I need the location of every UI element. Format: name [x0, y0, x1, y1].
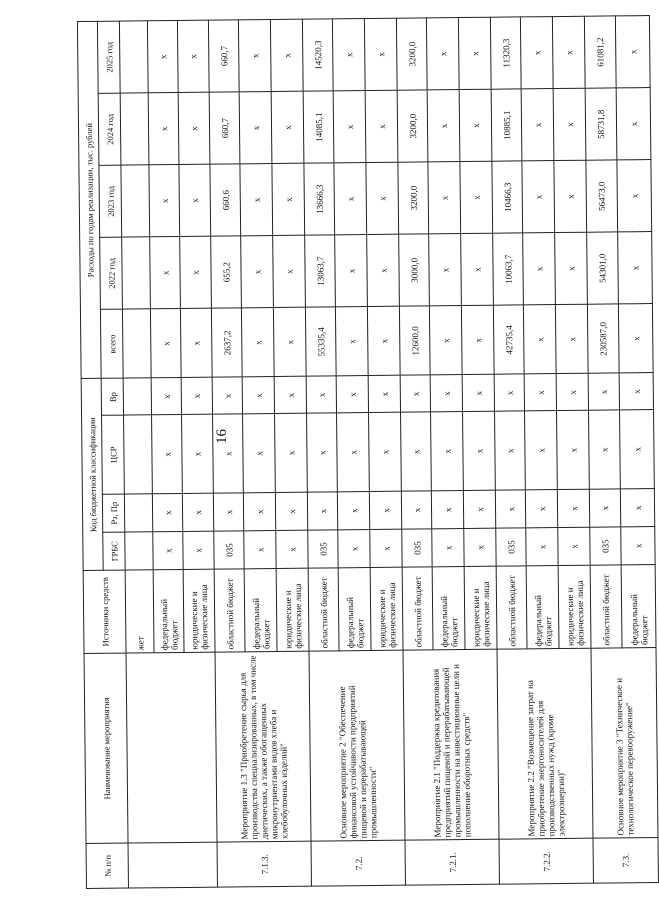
cell-2023: х — [522, 161, 555, 233]
cell-2024: 10885,1 — [491, 89, 522, 161]
cell-2022: х — [180, 236, 212, 308]
header-2025: 2025 год — [97, 21, 120, 93]
cell-2025: 11320,3 — [490, 17, 521, 89]
cell-rzpr: х — [463, 490, 495, 528]
cell-2023: 10466,3 — [492, 161, 523, 233]
cell-csr: х — [275, 413, 308, 492]
cell-2025: х — [615, 16, 650, 89]
cell-2022: х — [150, 237, 181, 309]
cell-total: х — [618, 304, 653, 374]
cell-csr: х — [307, 413, 338, 492]
cell-csr: х — [337, 413, 370, 492]
cell-total: х — [150, 309, 181, 379]
cell-source: федеральный бюджет — [526, 566, 559, 649]
cell-source: жет — [125, 570, 154, 653]
cell-grbs: х — [558, 527, 590, 565]
cell-grbs — [125, 532, 153, 570]
cell-rzpr: х — [557, 489, 589, 527]
cell-grbs: х — [432, 529, 464, 567]
cell-vr: х — [556, 374, 588, 411]
cell-grbs: 035 — [496, 528, 526, 566]
cell-csr: х — [152, 415, 183, 494]
cell-2024: х — [427, 90, 460, 162]
cell-2024: х — [178, 92, 210, 164]
cell-2024: 3200,0 — [397, 90, 428, 162]
cell-rzpr: х — [589, 489, 620, 527]
cell-2023: 3200,0 — [398, 162, 429, 234]
cell-2025: х — [332, 19, 365, 91]
cell-activity-name — [126, 652, 217, 843]
cell-num: 7.2.1. — [405, 839, 499, 885]
header-2023: 2023 год — [99, 165, 122, 237]
header-name: Наименование мероприятия — [84, 653, 128, 844]
cell-vr: х — [212, 377, 242, 414]
cell-2023: 13666,3 — [304, 163, 335, 235]
cell-total: 2637,2 — [211, 308, 242, 378]
cell-2022: 655,2 — [211, 236, 242, 308]
cell-source: юридические и физические лица — [370, 567, 403, 650]
header-sources: Источники средств — [83, 570, 126, 653]
cell-2025: х — [426, 18, 459, 90]
cell-num: 7.2. — [311, 840, 405, 886]
cell-2023: х — [617, 160, 652, 232]
cell-total: х — [180, 308, 212, 378]
cell-2022: 54301,0 — [587, 232, 619, 304]
cell-csr: х — [243, 414, 276, 493]
cell-2022: х — [523, 233, 556, 305]
cell-grbs: х — [276, 530, 308, 568]
cell-2022 — [122, 237, 151, 309]
cell-2022: х — [335, 235, 368, 307]
cell-2023: х — [179, 164, 211, 236]
cell-activity-name: Мероприятие 1.3 "Приобретение сырья для производства специализированных, в том числе диетических, а также обогащенных микронутриентами видов хлеба и хлебобулочных изделий" — [215, 651, 311, 842]
header-2022: 2022 год — [100, 237, 123, 309]
cell-rzpr — [124, 494, 152, 532]
cell-source: юридические и физические лица — [183, 569, 215, 652]
cell-2024: х — [521, 89, 554, 161]
cell-2022: х — [273, 235, 306, 307]
cell-2024: х — [553, 88, 586, 160]
cell-2023: х — [240, 164, 273, 236]
cell-2025: х — [147, 20, 178, 92]
cell-grbs: 035 — [214, 531, 244, 569]
cell-csr: х — [182, 414, 214, 493]
cell-total: х — [335, 307, 368, 377]
cell-2022: х — [618, 232, 653, 304]
cell-vr: х — [462, 375, 494, 412]
cell-2023: х — [428, 162, 461, 234]
cell-grbs: х — [244, 531, 276, 569]
cell-rzpr: х — [213, 493, 243, 531]
cell-2022: х — [241, 236, 274, 308]
cell-2023: х — [149, 165, 180, 237]
cell-2022: х — [429, 234, 462, 306]
page-number: 16 — [214, 429, 230, 444]
cell-grbs: х — [153, 532, 183, 570]
cell-2025: х — [238, 20, 271, 92]
cell-csr: х — [463, 411, 496, 490]
cell-csr: х — [431, 412, 464, 491]
cell-grbs: 035 — [590, 527, 621, 565]
cell-grbs: х — [370, 529, 402, 567]
cell-2025: х — [458, 17, 491, 89]
cell-rzpr: х — [495, 490, 525, 528]
cell-total: х — [241, 308, 274, 378]
cell-vr: х — [619, 373, 653, 410]
cell-rzpr: х — [337, 492, 369, 530]
cell-source: юридические и физические лица — [558, 565, 591, 648]
cell-source: юридические и физические лица — [276, 568, 309, 651]
cell-2024: х — [616, 88, 651, 160]
cell-2024 — [120, 93, 149, 165]
cell-2022: х — [367, 234, 400, 306]
cell-csr: х — [401, 412, 432, 491]
table-body — [119, 16, 658, 889]
cell-num: 7.3. — [593, 838, 658, 884]
header-expense-group: Расходы по годам реализации, тыс. рублей — [77, 21, 101, 379]
cell-vr: х — [274, 377, 306, 414]
cell-source: областной бюджет — [496, 566, 527, 649]
cell-grbs: х — [183, 531, 214, 569]
cell-2023: х — [272, 163, 305, 235]
cell-activity-name: Мероприятие 2.1 "Поддержка кредитования предприятий пищевой и перерабатывающей промышленности на инвестиционные цели и пополнение оборотных средств" — [403, 649, 499, 840]
cell-2022: 13063,7 — [305, 235, 336, 307]
cell-vr: х — [430, 375, 462, 412]
cell-grbs: х — [338, 530, 370, 568]
cell-rzpr: х — [525, 490, 557, 528]
cell-vr: х — [242, 377, 274, 414]
header-num: № п/п — [86, 843, 128, 888]
cell-csr: х — [589, 410, 621, 489]
cell-vr — [123, 378, 151, 415]
cell-grbs: х — [526, 528, 558, 566]
cell-total: х — [429, 306, 462, 376]
cell-activity-name: Основное мероприятие 2 "Обеспечение финансовой устойчивости предприятий пищевой и перерабатывающей промышленности" — [309, 650, 405, 841]
cell-2025: х — [552, 16, 585, 88]
header-2024: 2024 год — [98, 93, 121, 165]
cell-2024: 58731,8 — [585, 88, 617, 160]
cell-source: областной бюджет — [308, 568, 339, 651]
cell-rzpr: х — [620, 489, 654, 527]
cell-2023: 660,6 — [210, 164, 241, 236]
cell-vr: х — [181, 378, 212, 415]
budget-table — [77, 15, 659, 889]
cell-total: х — [461, 305, 494, 375]
cell-2023: х — [334, 163, 367, 235]
cell-2023: х — [460, 161, 493, 233]
cell-source: федеральный бюджет — [621, 565, 656, 648]
cell-vr: х — [336, 376, 368, 413]
header-total: всего — [100, 309, 123, 379]
cell-vr: х — [524, 374, 556, 411]
cell-grbs: 035 — [402, 529, 432, 567]
cell-2023: х — [554, 160, 587, 232]
cell-2024: х — [148, 93, 179, 165]
cell-source: федеральный бюджет — [432, 567, 465, 650]
cell-2025: х — [177, 20, 209, 92]
cell-total — [122, 309, 151, 379]
cell-2024: х — [271, 91, 304, 163]
cell-2025: х — [364, 18, 397, 90]
cell-2025 — [119, 21, 148, 93]
cell-vr: х — [151, 378, 181, 415]
cell-rzpr: х — [243, 493, 275, 531]
cell-2025: 3200,0 — [396, 18, 427, 90]
cell-rzpr: х — [369, 491, 401, 529]
cell-vr: х — [494, 374, 524, 411]
cell-activity-name: Основное мероприятие 3 "Техническое и технологическое перевооружение" — [591, 647, 658, 838]
cell-2024: 660,7 — [209, 92, 240, 164]
cell-activity-name: Мероприятие 2.2 "Возмещение затрат на приобретение энергоносителей для производственных нужд (кроме электроэнергии)" — [497, 648, 593, 839]
cell-source: федеральный бюджет — [338, 568, 371, 651]
cell-total: 230587,0 — [587, 304, 619, 374]
cell-2024: х — [365, 90, 398, 162]
cell-vr: х — [400, 375, 430, 412]
cell-2024: х — [239, 92, 272, 164]
cell-total: 42735,4 — [493, 305, 524, 375]
cell-total: 12600,0 — [399, 306, 430, 376]
cell-source: областной бюджет — [214, 569, 245, 652]
cell-2022: 3000,0 — [399, 234, 430, 306]
cell-grbs: х — [464, 528, 496, 566]
cell-num — [128, 842, 217, 888]
cell-2023: 56473,0 — [586, 160, 618, 232]
cell-source: федеральный бюджет — [153, 570, 184, 653]
cell-num: 7.1.3. — [217, 841, 311, 887]
cell-total: х — [523, 305, 556, 375]
cell-source: областной бюджет — [402, 567, 433, 650]
cell-2024: х — [333, 91, 366, 163]
cell-csr: х — [557, 410, 590, 489]
cell-2024: х — [459, 89, 492, 161]
cell-csr: х — [495, 411, 526, 490]
cell-rzpr: х — [182, 493, 213, 531]
header-code-group: Код бюджетной классификации — [81, 379, 103, 571]
cell-source: областной бюджет — [590, 565, 622, 648]
cell-vr: х — [368, 376, 400, 413]
cell-rzpr: х — [401, 491, 431, 529]
cell-grbs: х — [621, 527, 655, 565]
cell-rzpr: х — [307, 492, 337, 530]
header-vr: Вр — [101, 379, 123, 416]
cell-2022: х — [461, 233, 494, 305]
cell-csr: х — [213, 414, 244, 493]
cell-2025: 61081,2 — [584, 16, 616, 88]
cell-2022: х — [555, 232, 588, 304]
cell-2025: х — [520, 17, 553, 89]
cell-rzpr: х — [431, 491, 463, 529]
cell-2025: 660,7 — [208, 20, 239, 92]
cell-csr — [124, 415, 153, 494]
budget-table-sheet — [77, 16, 649, 889]
cell-total: 55335,4 — [305, 307, 336, 377]
cell-2025: 14520,3 — [302, 19, 333, 91]
header-rzpr: Рз, Пр — [102, 494, 124, 532]
cell-total: х — [273, 307, 306, 377]
cell-total: х — [555, 304, 588, 374]
cell-csr: х — [525, 411, 558, 490]
cell-csr: х — [620, 410, 655, 489]
header-grbs: ГРБС — [103, 532, 125, 570]
cell-2024: 14085,1 — [303, 91, 334, 163]
cell-2023 — [121, 165, 150, 237]
cell-vr: х — [306, 376, 336, 413]
cell-rzpr: х — [275, 492, 307, 530]
cell-vr: х — [588, 373, 619, 410]
cell-source: федеральный бюджет — [244, 569, 277, 652]
cell-rzpr: х — [152, 493, 182, 531]
cell-total: х — [367, 306, 400, 376]
cell-source: юридические и физические лица — [464, 566, 497, 649]
cell-grbs: 035 — [308, 530, 338, 568]
header-csr: ЦСР — [102, 415, 125, 494]
cell-2023: х — [366, 162, 399, 234]
cell-2022: 10063,7 — [493, 233, 524, 305]
cell-csr: х — [369, 412, 402, 491]
cell-2025: х — [270, 19, 303, 91]
cell-num: 7.2.2. — [499, 838, 593, 884]
